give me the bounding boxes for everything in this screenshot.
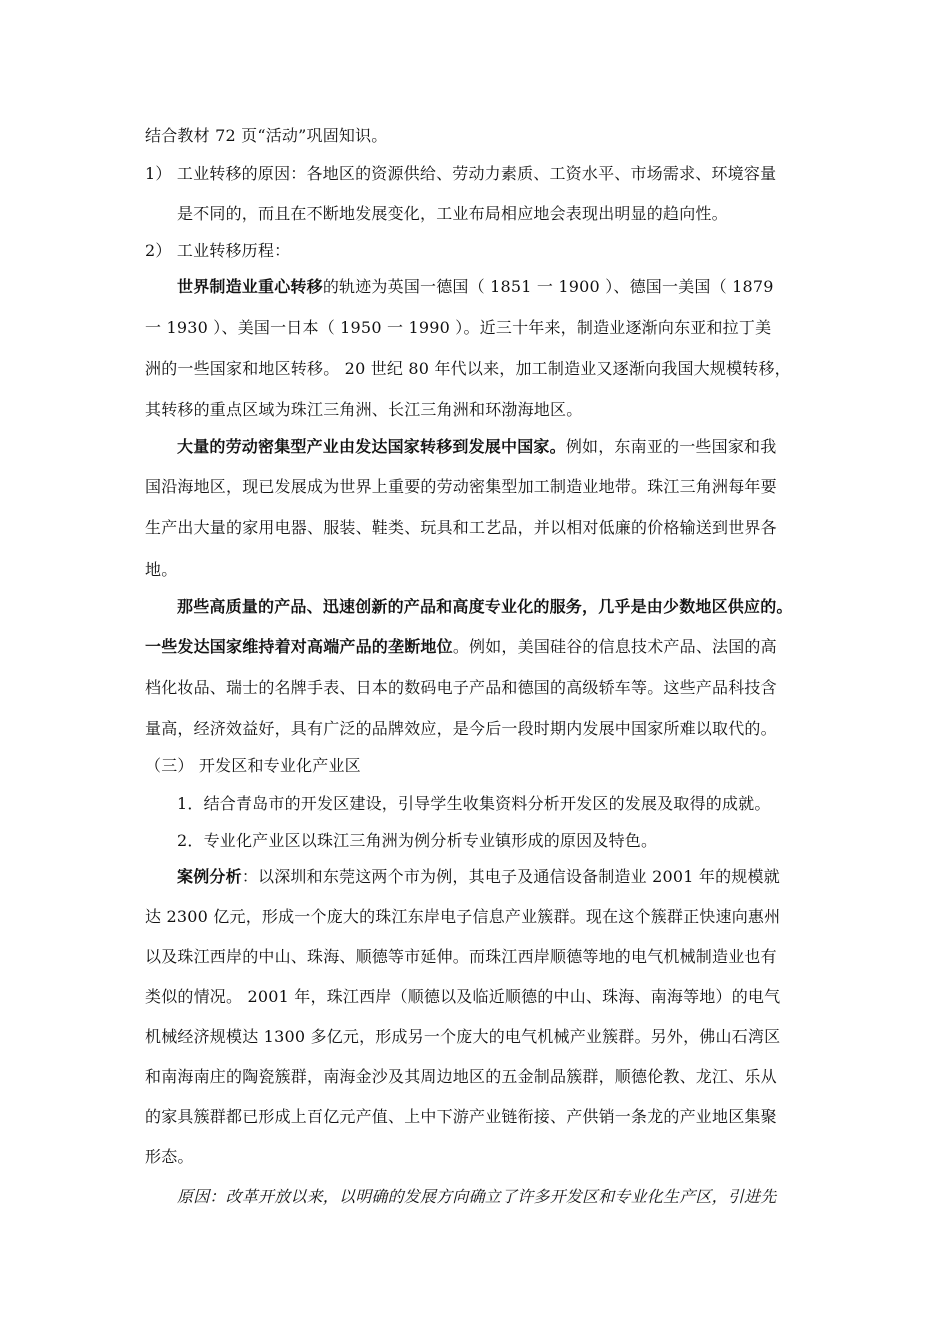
- text-line: 机械经济规模达 1300 多亿元，形成另一个庞大的电气机械产业簇群。另外，佛山石湾区: [145, 1027, 781, 1046]
- text-run: 。例如，美国硅谷的信息技术产品、法国的高: [452, 637, 777, 656]
- text-line: [177, 276, 774, 298]
- text-line: [145, 636, 777, 658]
- bold-phrase: 世界制造业重心转移: [177, 277, 323, 296]
- text-line: 档化妆品、瑞士的名牌手表、日本的数码电子产品和德国的高级轿车等。这些产品科技含: [145, 678, 777, 697]
- text-run: 的轨迹为英国一德国（ 1851 一 1900 ）、德国一美国（ 1879: [322, 277, 774, 296]
- text-line: 结合教材 72 页“活动”巩固知识。: [145, 126, 388, 145]
- text-line: 是不同的，而且在不断地发展变化，工业布局相应地会表现出明显的趋向性。: [177, 204, 728, 223]
- text-line: 生产出大量的家用电器、服装、鞋类、玩具和工艺品，并以相对低廉的价格输送到世界各: [145, 518, 777, 537]
- text-run: 例如，东南亚的一些国家和我: [565, 437, 777, 456]
- text-line: 类似的情况。 2001 年，珠江西岸（顺德以及临近顺德的中山、珠海、南海等地）的电气: [145, 987, 781, 1006]
- text-line: 以及珠江西岸的中山、珠海、顺德等市延伸。而珠江西岸顺德等地的电气机械制造业也有: [145, 947, 777, 966]
- text-line: 形态。: [145, 1147, 194, 1166]
- text-line: [177, 436, 776, 458]
- bold-line: 那些高质量的产品、迅速创新的产品和高度专业化的服务，几乎是由少数地区供应的。: [177, 597, 793, 616]
- text-line: 地。: [145, 560, 178, 579]
- text-line: 一 1930 ）、美国一日本（ 1950 一 1990 ）。近三十年来，制造业逐渐向东亚和拉丁美: [145, 318, 772, 337]
- text-line: 量高，经济效益好，具有广泛的品牌效应，是今后一段时期内发展中国家所难以取代的。: [145, 719, 777, 738]
- text-line: 1．结合青岛市的开发区建设，引导学生收集资料分析开发区的发展及取得的成就。: [177, 794, 771, 813]
- bold-phrase: 一些发达国家维持着对高端产品的垄断地位: [145, 637, 453, 656]
- text-line: 和南海南庄的陶瓷簇群，南海金沙及其周边地区的五金制品簇群，顺德伦教、龙江、乐从: [145, 1067, 777, 1086]
- bold-phrase: 案例分析: [177, 867, 242, 886]
- text-line: 2） 工业转移历程：: [145, 241, 291, 260]
- text-line: 的家具簇群都已形成上百亿元产值、上中下游产业链衔接、产供销一条龙的产业地区集聚: [145, 1107, 777, 1126]
- text-run: ：以深圳和东莞这两个市为例，其电子及通信设备制造业 2001 年的规模就: [241, 867, 780, 886]
- text-line: 洲的一些国家和地区转移。 20 世纪 80 年代以来，加工制造业又逐渐向我国大规模转移，: [145, 359, 791, 378]
- text-line: 国沿海地区，现已发展成为世界上重要的劳动密集型加工制造业地带。珠江三角洲每年要: [145, 477, 777, 496]
- bold-phrase: 大量的劳动密集型产业由发达国家转移到发展中国家。: [177, 437, 566, 456]
- text-line: 1） 工业转移的原因：各地区的资源供给、劳动力素质、工资水平、市场需求、环境容量: [145, 164, 777, 183]
- section-heading: （三） 开发区和专业化产业区: [145, 756, 361, 775]
- text-line: 达 2300 亿元，形成一个庞大的珠江东岸电子信息产业簇群。现在这个簇群正快速向惠州: [145, 907, 781, 926]
- text-line: [177, 866, 780, 888]
- italic-line: 原因：改革开放以来，以明确的发展方向确立了许多开发区和专业化生产区，引进先: [177, 1187, 777, 1206]
- text-line: 其转移的重点区域为珠江三角洲、长江三角洲和环渤海地区。: [145, 400, 583, 419]
- text-line: 2．专业化产业区以珠江三角洲为例分析专业镇形成的原因及特色。: [177, 831, 658, 850]
